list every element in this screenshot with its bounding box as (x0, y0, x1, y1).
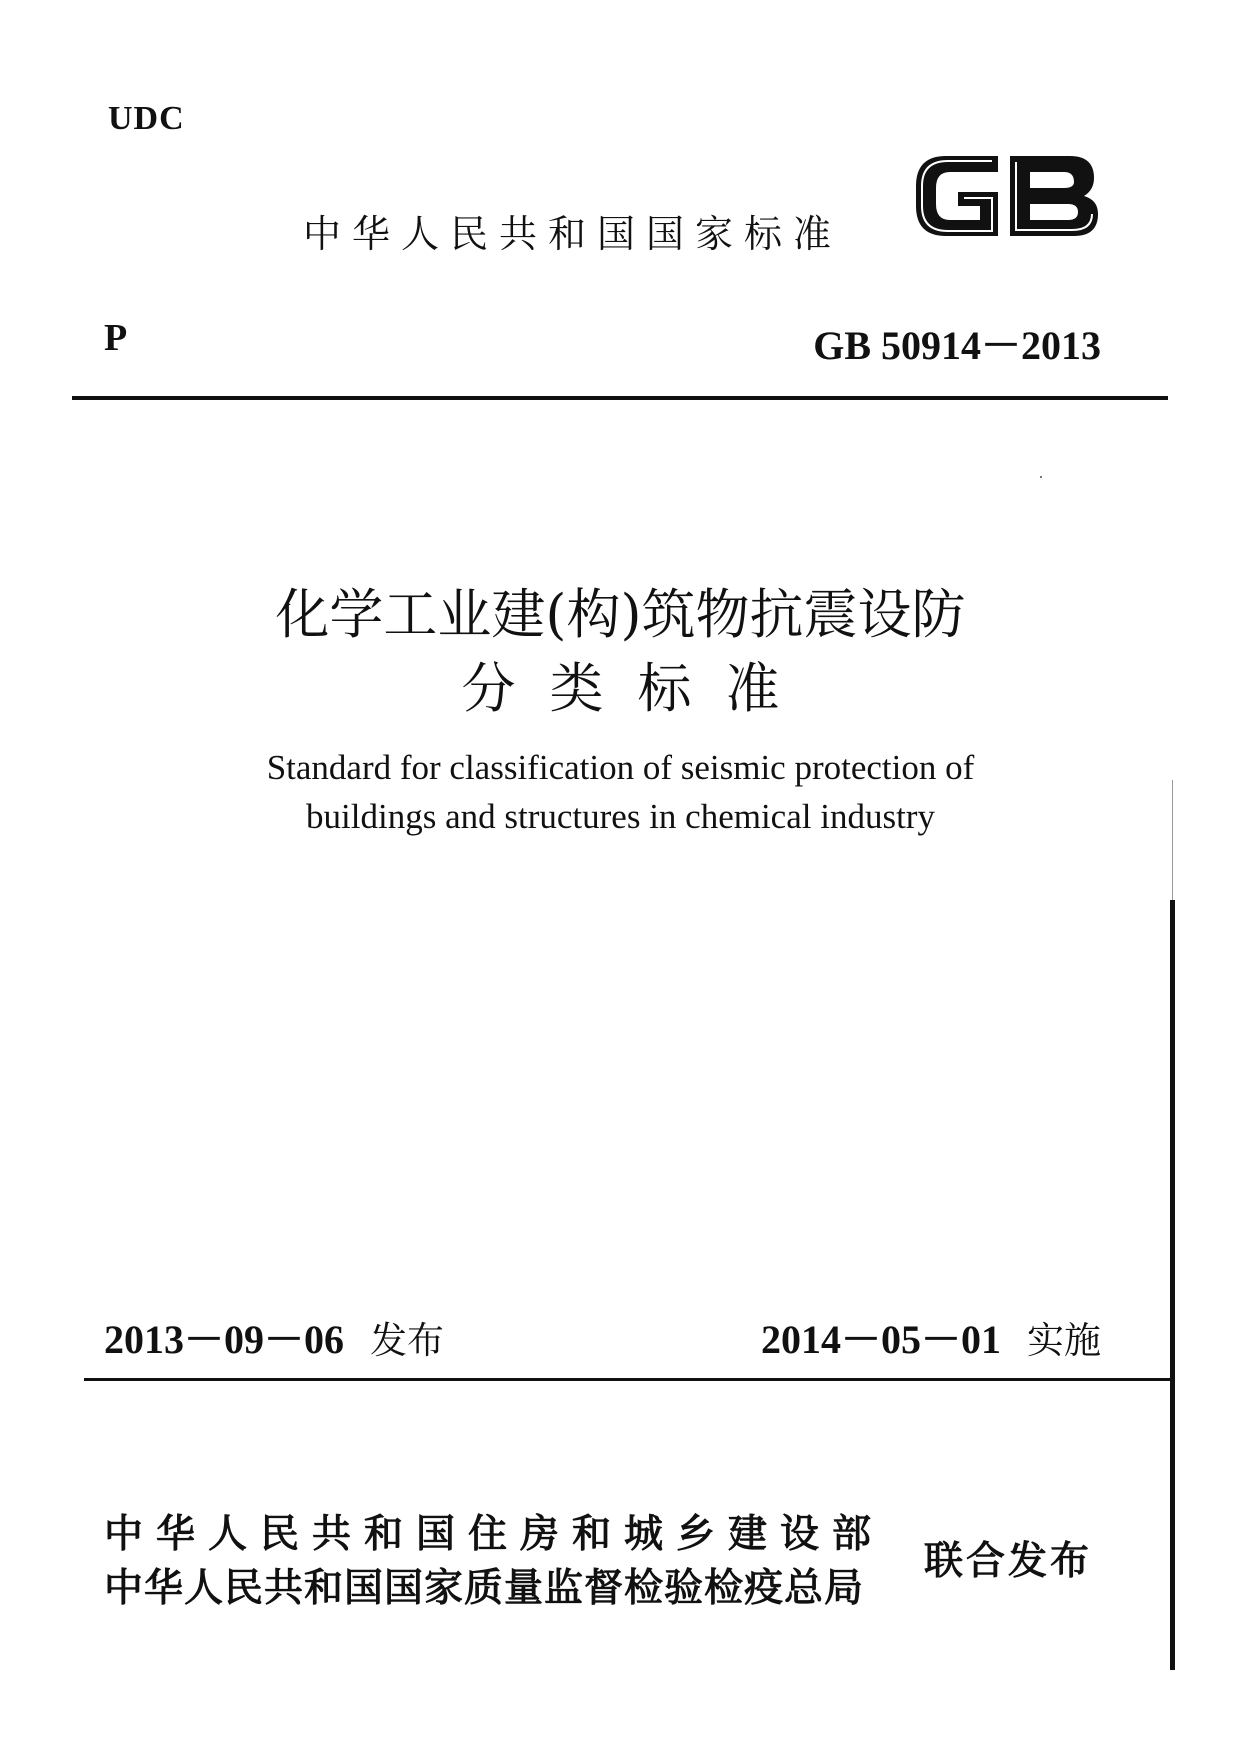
footer-divider (84, 1378, 1174, 1381)
scan-speck (1040, 476, 1042, 478)
joint-issue-label: 联合发布 (924, 1539, 1093, 1584)
issue-label: 发布 (370, 1319, 444, 1362)
standard-number: GB 50914－2013 (813, 323, 1101, 368)
classification-code: P (104, 317, 128, 359)
gb-logo (906, 142, 1106, 250)
effective-date: 2014－05－01 (761, 1317, 1001, 1362)
chinese-title-line-1: 化学工业建(构)筑物抗震设防 (275, 583, 966, 646)
effective-date-block (761, 1308, 1101, 1365)
english-title-line-2: buildings and structures in chemical industry (306, 797, 935, 836)
scan-edge-line (1170, 900, 1175, 1670)
header-divider (72, 396, 1168, 400)
udc-label: UDC (108, 100, 185, 137)
effective-label: 实施 (1027, 1319, 1101, 1362)
issuer-ministry-housing: 中华人民共和国住房和城乡建设部 (104, 1512, 885, 1557)
national-standard-heading: 中华人民共和国国家标准 (303, 212, 843, 256)
issuer-aqsiq: 中华人民共和国国家质量监督检验检疫总局 (104, 1566, 865, 1611)
issue-date-block (104, 1308, 444, 1365)
scan-edge-faint (1172, 780, 1173, 900)
chinese-title-line-2: 分类标准 (461, 657, 814, 720)
issue-date: 2013－09－06 (104, 1317, 344, 1362)
english-title-line-1: Standard for classification of seismic protection of (266, 748, 975, 787)
